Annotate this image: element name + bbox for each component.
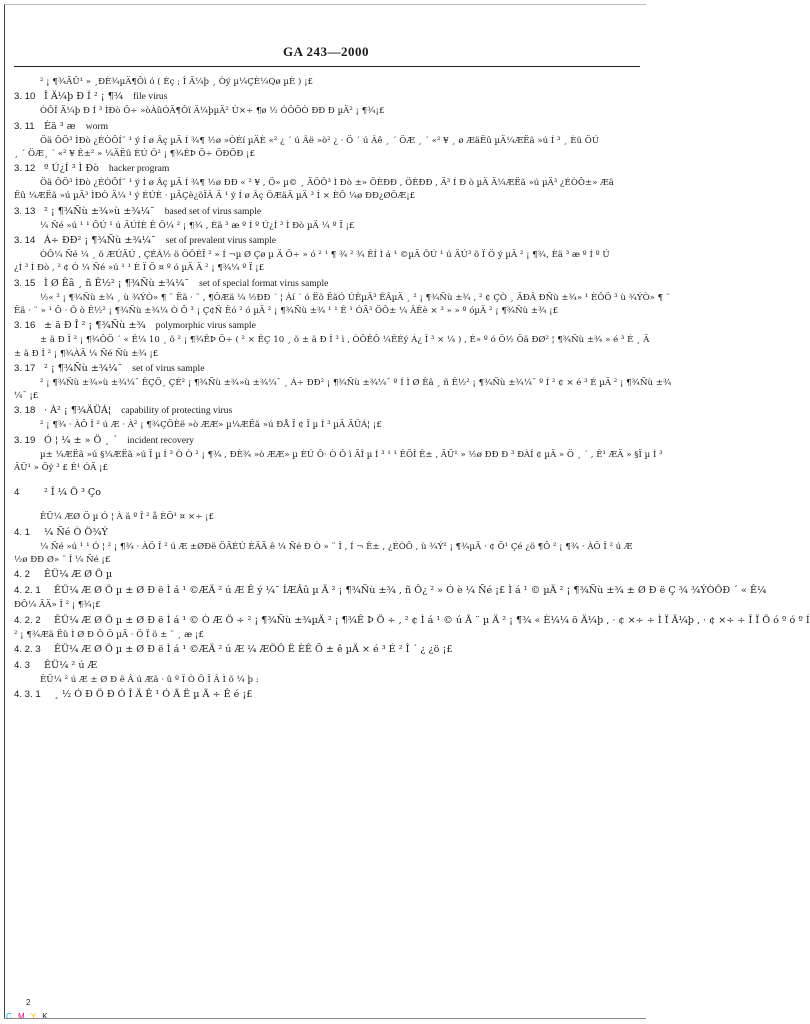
section-title: ÊÜ¼ ² ú Æ: [44, 659, 98, 671]
section-number: 3. 12: [14, 163, 36, 175]
paragraph-line: ¼¯ ¡£: [14, 391, 39, 402]
section-heading: [14, 613, 810, 629]
section-heading: [14, 204, 638, 220]
section-number: 3. 17: [14, 362, 36, 374]
section-title-english: polymorphic virus sample: [155, 320, 256, 332]
section-title: Ó ¦ ¼ ± » Ö ¸ ´: [44, 434, 118, 446]
document-body: [14, 76, 810, 703]
section-heading: [14, 89, 638, 105]
section-number: 4. 2. 1: [14, 585, 41, 597]
paragraph-line: ½ø ÐÐ Ø» ¨ Î ¼ Ñé ¡£: [14, 554, 111, 565]
section-title-english: worm: [85, 120, 109, 132]
paragraph-line: ± ä Ð Î ² ¡ ¶¾ÀÄ ¼ Ñé Ñù ±¾ ¡£: [14, 348, 159, 359]
paragraph-line: Ëã · ¨ » ¹ Ô · Ô ò Ê½² ¡ ¶¾Ñù ±¾¼ Ò Ô ³ ¡ Ç¢Ñ Ëó ² ó µÄ ² ¡ ¶¾Ñù ±¾ ¹ ¹ Ê ¹ ÓÃ³ ÖÔ± ¼ ÂÊè × ³ » » º óµÄ ² ¡ ¶¾Ñù ±¾ ¡£: [14, 305, 559, 316]
section-heading: [14, 161, 638, 177]
section-heading: [14, 403, 638, 419]
section-title: ¸ ½ Ó Ð Ö Ð Ó Î Ä Ê ¹ Ó Ã Ë µ Ã ÷ Ê é ¡£: [54, 689, 253, 701]
section-heading: [14, 642, 638, 658]
section-title: Ì Ø Êâ ¸ ñ Ê½² ¡ ¶¾Ñù ±¾¼¯: [44, 277, 190, 289]
bottom-rule: [4, 1018, 646, 1019]
page-header-title: GA 243—2000: [282, 44, 370, 59]
cyan-mark: C: [6, 1012, 14, 1021]
section-heading: [14, 658, 638, 674]
section-number: 3. 15: [14, 277, 36, 289]
paragraph-line: ÒÔ¼ Ñé ¼ ¸ ö ÆÚÄÚ , ÇÉÁ½ ö ÖÔÉÏ ² » Í ¬µ Ø Çø µ Ä Ö÷ » ó ² ¹ ¶ ¾ ² ¾ ÊÍ Ì á ¹ ©µÄ ÔÚ ¹ ú ÄÚ³ õ Ï Ö ý µÄ ² ¡ ¶¾, Èä ³ æ º Í º Ú: [40, 250, 610, 261]
section-heading: [14, 433, 638, 449]
yellow-mark: Y: [30, 1012, 38, 1021]
section-title-english: capability of protecting virus: [121, 405, 233, 417]
paragraph-line: ² ¡ ¶¾Ñù ±¾»ù ±¾¼¯ ÊÇÖ¸ ÇÉ² ¡ ¶¾Ñù ±¾»ù ±¾¼¯ ¸ Á÷ ÐÐ² ¡ ¶¾Ñù ±¾¼¯ º Í Ì Ø Êâ ¸ ñ Ê½² ¡ ¶¾Ñù ±¾¼¯ º Í ² ¢ × é ³ É µÄ ² ¡ ¶¾Ñù ±¾: [40, 377, 672, 388]
section-number: 3. 14: [14, 235, 36, 247]
section-number: 4. 2. 3: [14, 643, 41, 655]
section-heading: [14, 119, 638, 135]
paragraph-line: ÊÜ¼ ² ú Æ ± Ø Ð ë Â ú Æã · û º Ï Ò Ô Ï Â Ì õ ¼ þ :: [40, 674, 259, 685]
section-number: 4. 3: [14, 659, 31, 671]
magenta-mark: M: [18, 1012, 27, 1021]
paragraph-line: ÄÜ¹ » Õý ³ £ Ê¹ ÓÃ ¡£: [14, 463, 108, 474]
section-title: ² ¡ ¶¾Ñù ±¾¼¯: [44, 362, 123, 374]
section-title: ² ¡ ¶¾Ñù ±¾»ù ±¾¼¯: [44, 205, 155, 217]
section-number: 3. 11: [14, 120, 35, 132]
paragraph-line: ÐÔ¼ ÃÄ» Î ² ¡ ¶¾¡£: [14, 600, 101, 611]
section-heading: [14, 583, 767, 599]
section-title: · À² ¡ ¶¾ÄÜÁ¦: [44, 405, 112, 417]
paragraph-line: ÊÜ¼ ÆØ Ö µ Ó ¦ À ä º Î ² å ÈÕ¹ ¤ ×÷ ¡£: [40, 512, 214, 523]
paragraph-line: µ± ¼ÆËã »ú §¼ÆËã »ú Ï µ Í ³ Ò Ò ² ¡ ¶¾ , ÐÈ¾ »ò ÆÆ» µ ÈÚ Ô· Ò Ô ì ÃÎ µ Í ³ ¹ ¹ ÊÕÎ Ê± , ÄÜ¹ » ½ø ÐÐ Ð ³ ÐÀÎ ¢ µÄ » Ö ¸ ´ , Ê¹ ÆÄ » §Ï µ Í ³: [40, 449, 663, 460]
paragraph-line: ÒÔÎ Ä¼þ Ð Í ³ ÌÐò Ö÷ »òÀûÓÃ¶Ôï Ä¼þµÄ² Ù×÷ ¶ø ½ ÓÔÕÒ ÐÐ Ð µÄ² ¡ ¶¾¡£: [40, 106, 385, 117]
section-title: ÊÜ¼ Æ Ø Ö µ ± Ø Ð ë Ì á ¹ © Ò Æ Ö ÷ ² ¡ ¶¾Ñù ±¾µÄ ² ¡ ¶¾Ê Þ Ö ÷ , ² ¢ Ì á ¹ © ú Ã ¨ µ Ä ² ¡ ¶¾ « È¼¼ ö Ä¼þ , · ¢ ×÷ ÷ Ì Ï Ä¼þ , · ¢ ×÷ ÷ Î Ï Ö ó º ó º Í: [54, 614, 810, 626]
section-title: Èä ³ æ: [44, 120, 76, 132]
section-title: º Ú¿Í ³ Ì Ðò: [44, 163, 99, 175]
paragraph-line: ² ¡ ¶¾ · ÀÖ Î ² ú Æ · À² ¡ ¶¾ÇÖÈë »ò ÆÆ» µ¼ÆËã »ú ÐÅ Ï ¢ Ï µ Í ³ µÄ ÄÜÁ¦ ¡£: [40, 420, 382, 431]
paragraph-line: ² ¡ ¶¾ÃÛ¹ » ¸ÐÈ¾µÄ¶Ôì ó ( Èç ; Î Ä¼þ ¸ Òý µ¼ÇÈ¼Qø µÈ ) ¡£: [40, 77, 314, 87]
section-number: 3. 19: [14, 434, 36, 446]
section-title: ¼ Ñé Ò Ö¾Ý: [44, 526, 108, 538]
section-number: 4: [14, 487, 20, 499]
paragraph-line: Öä ÔÖ³ ÌÐò ¿ÉÒÔÍ¨ ¹ ý Í ø Âç µÄ Í ¾¶ ½ø ÐÐ « ² ¥ , Ö» µ© ¸ ÃÖÔ³ Ì Ðò ±» ÖÈÐÐ , ÖÈÐÐ , Ã³ Í Ð ò µÄ Ä¼ÆËã »ú µÄ³ ¿ÉÒÔ±» Æä: [40, 178, 614, 189]
color-registration-marks: [6, 1012, 50, 1021]
section-title-english: set of special format virus sample: [199, 277, 329, 289]
paragraph-line: ¼ Ñé »ú ¹ ¹ Ó ¦ ² ¡ ¶¾ · ÀÖ Î ² ú Æ ±ØÐë ÖÄÉÚ ÈÄÃ ê ¼ Ñé Ð Ò » ¨ Î , Í ¬ Ê± , ¿ÉÒÔ , ù ¾Ý² ¡ ¶¾µÄ · ¢ Õ¹ Çé ¿ö ¶Ô ² ¡ ¶¾ · ÀÖ Î ² ú Æ: [40, 541, 633, 552]
section-title: ± ä Ð Î ² ¡ ¶¾Ñù ±¾: [44, 320, 146, 332]
section-number: 3. 10: [14, 91, 36, 103]
section-number: 4. 2: [14, 569, 31, 581]
paragraph-line: Ëû ¼ÆËã »ú µÄ³ ÌÐÒ Ä¼ ¹ ý ÉÚÈ · µÄÇè¿öÏÂ Ä ¹ ý Í ø Âç ÖÆäÃ µÄ ³ Í × ÈÔ ¼ø ÐÐ¿ØÖÆ¡£: [14, 191, 416, 202]
paragraph-line: ² ¡ ¶¾Æä Ëû Ì Ø Ð Ô Ö µÄ · Ö Ï ö ± ¨ ¸ æ ¡£: [14, 629, 204, 640]
section-number: 3. 13: [14, 205, 36, 217]
black-mark: K: [42, 1012, 50, 1021]
section-heading: [14, 567, 638, 583]
page-number: 2: [26, 998, 31, 1007]
section-title-english: file virus: [133, 91, 168, 103]
section-heading: [14, 485, 638, 501]
section-heading: [14, 276, 638, 292]
section-title: ÊÜ¼ Æ Ø Ö µ ± Ø Ð ë Ì á ¹ ©ÆÄ ² ú Æ ¼ ÆÖÔ Ë ÈÊ Õ ± ê µÄ × é ³ É ² Î ´ ¿ ¿ö ¡£: [54, 643, 453, 655]
section-heading: [14, 687, 638, 703]
spacer: [14, 501, 638, 511]
section-heading: [14, 318, 638, 334]
section-title-english: set of virus sample: [132, 362, 205, 374]
section-title: Î Ä¼þ Ð Í ² ¡ ¶¾: [44, 91, 124, 103]
paragraph-line: ± ä Ð Î ² ¡ ¶¾ÔÖ ´ « Ê¼ 10 ¸ ö ² ¡ ¶¾ÊÞ Ö÷ ( ² × ÊÇ 10 ¸ õ ± ä Ð Î ³ ì , ÒÔÊÔ ¼ÊÉý Á¿ Î ³ × ¼ ) , È» º ó Ö½ Öä ÐØ² ¦ ¶¾Ñù ±¾ » é ³ É ¸ Ä: [40, 335, 650, 346]
paragraph-line: ½« ² ¡ ¶¾Ñù ±¾ ¸ ù ¾ÝÒ» ¶ ¨ Ëã · ¨ , ¶ÔÆä ¼ ½ÐÐ ´ ¦ Àí ´ ó Ëõ ËãÓ ÚÊµÄ³ ÊÂµÄ ¸ ² ¡ ¶¾Ñù ±¾ , ² ¢ ÇÒ ¸ ÃÐÂ ÐÑù ±¾» ¹ ÈÔÖ ³ ù ¾ÝÒ» ¶ ¨: [40, 292, 671, 303]
section-title-english: set of prevalent virus sample: [165, 235, 277, 247]
section-heading: [14, 525, 638, 541]
header-rule: [14, 66, 640, 67]
section-number: 4. 1: [14, 526, 31, 538]
section-heading: [14, 233, 638, 249]
section-number: 4. 3. 1: [14, 689, 41, 701]
spacer: [14, 475, 638, 485]
paragraph-line: ¼ Ñé »ú ¹ ¹ ÔÚ ¹ ú ÄÚÍÈ Ê Ö¼ ² ¡ ¶¾ , Èä ³ æ º Í º Ú¿Í ³ Ì Ðò µÄ ¼ º Ï ¡£: [40, 220, 355, 231]
section-number: 3. 16: [14, 320, 36, 332]
section-title: ÊÜ¼ Æ Ø Ö µ ± Ø Ð ë Ì á ¹ ©ÆÄ ² ú Æ Ê ý ¼¯ ÍÆÂû µ Ä ² ¡ ¶¾Ñù ±¾ , ñ Ô¿ ² » Ó è ¼ Ñé ¡£ Ì á ¹ © µÄ ² ¡ ¶¾Ñù ±¾ ± Ø Ð ë Ç ¾ ¾ÝÒÔÐ ´ « Ê¼: [54, 585, 767, 597]
section-title: Á÷ ÐÐ² ¡ ¶¾Ñù ±¾¼¯: [44, 235, 156, 247]
section-title: ÊÜ¼ Æ Ø Ö µ: [44, 569, 113, 581]
section-title-english: based set of virus sample: [164, 205, 262, 217]
section-title-english: hacker program: [108, 163, 170, 175]
section-number: 3. 18: [14, 405, 36, 417]
section-heading: [14, 361, 638, 377]
section-title-english: incident recovery: [127, 434, 194, 446]
section-title: ² Î ¼ Ö ³ Ço: [44, 487, 102, 499]
paragraph-line: ¸ ´ ÖÆ¸ ´ «² ¥ Ê±² » ¼ÄËû ÈÚ Ö² ¡ ¶¾ÊÞ Ö÷ ÖÐÖÐ ¡£: [14, 148, 255, 159]
section-number: 4. 2. 2: [14, 614, 41, 626]
paragraph-line: Öä ÔÖ³ ÌÐò ¿ÉÒÔÍ¨ ¹ ý Í ø Âç µÄ Í ¾¶ ½ø »ÒÉí µÄÈ «² ¿ ´ ú Âë »ò² ¿ · Ö ´ ú Âê ¸ ´ ÖÆ ¸ ´ «² ¥ ¸ ø ÆäËû µÄ¼ÆËã »ú Í ³ ¸ Èü ÖÚ: [40, 135, 600, 146]
paragraph-line: ¿Í ³ Ì Ðò , ² ¢ Ó ¼ Ñé »ú ¹ ¹ È Ï Õ ¤ º ó µÄ Ä ² ¡ ¶¾¼ º Ï ¡£: [14, 263, 265, 274]
